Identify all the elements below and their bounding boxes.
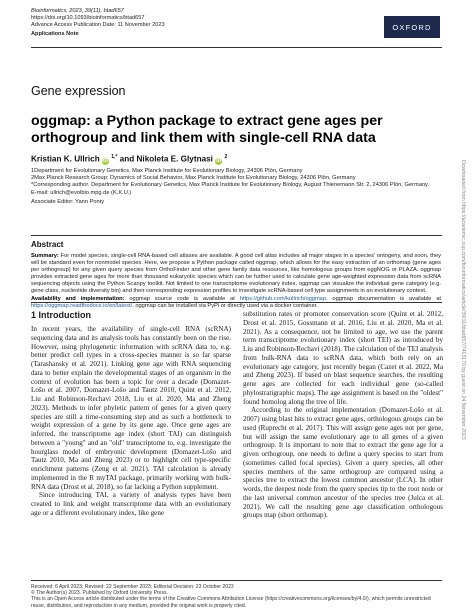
journal-header <box>31 8 331 38</box>
advance-access-date: Advance Access Publication Date: 11 November 2023 <box>31 22 165 29</box>
summary-text: For model species, single-cell RNA-based cell atlases are available. A good cell atlas includes all major stages in a species' ontogeny, and soon, they will be standard even for nonmodel species. Here, we propose a Python package called oggmap, which allows for the easy extraction of an orthomap (gene ages per orthogroup) for any given query species from OrthoFinder and other gene family data resources, like homologous groups from eggNOG or PLAZA. oggmap provides extracted gene ages for more than thousand eukaryotic species which can be further used to calculate gene age-weighted expression data from scRNA sequencing objects using the Python Scanpy toolkit. Not limited to one transcriptome evolutionary index, oggmap can visualize the individual gene category (e.g. gene class, nucleotide diversity bin) and their corresponding expression profiles to investigate scRNA-based cell type assignments in an evolutionary context. <box>31 253 441 294</box>
doi-link[interactable]: https://doi.org/10.1093/bioinformatics/btad657 <box>31 15 145 22</box>
page-footer <box>31 584 442 609</box>
author-joiner: and <box>119 154 135 164</box>
affiliation-line: 1Department for Evolutionary Genetics, Max Planck Institute for Evolutionary Biology, 24306 Plön, Germany <box>31 168 303 174</box>
article-type: Applications Note <box>31 30 79 37</box>
body-paragraph: Since introducing TAI, a variety of analysis types have been created to link and weight transcriptome data with an evolutionary age or a different evolutionary index, like gene <box>31 491 231 517</box>
footer-divider <box>31 580 442 581</box>
orcid-icon[interactable]: iD <box>102 157 108 164</box>
received-dates: Received: 6 April 2023; Revised: 22 September 2023; Editorial Decision: 23 October 2023 <box>31 584 234 590</box>
header-divider <box>31 47 442 48</box>
author-name[interactable]: Kristian K. Ullrich <box>31 154 100 164</box>
affiliations <box>31 168 441 206</box>
oxford-logo: OXFORD <box>384 16 440 38</box>
associate-editor: Associate Editor: Yann Ponty <box>31 198 105 205</box>
email-line[interactable]: E-mail: ullrich@evolbio.mpg.de (K.K.U.) <box>31 189 132 196</box>
author-marks: 2 <box>224 154 228 160</box>
abstract-availability <box>31 296 441 310</box>
paper-title: oggmap: a Python package to extract gene ages per orthogroup and link them with single-cell RNA data <box>31 113 383 146</box>
abstract-heading: Abstract <box>31 240 64 249</box>
github-link[interactable]: https://github.com/kullrich/oggmap <box>239 296 327 303</box>
docs-link[interactable]: https://oggmap.readthedocs.io/en/latest/ <box>31 303 133 310</box>
body-column-right <box>243 310 443 520</box>
affiliation-line: 2Max Planck Research Group: Dynamics of Social Behavior, Max Planck Institute for Evolutionary Biology, 24306 Plön, Germany <box>31 175 356 182</box>
body-divider <box>31 302 442 303</box>
body-paragraph: substitution rates or promoter conservation score (Quint et al. 2012, Drost et al. 2015, Gossmann et al. 2016, Liu et al. 2020, Ma et al. 2021). As a consequence, not be limited to age, we use the parent term transcriptome evolutionary index (short TEI) as introduced by Liu and Robinson-Rechavi (2018). The calculation of the TEI analysis from bulk-RNA data to scRNA data, which both rely on an evolutionary age category, just recently began (Cazet et al. 2022, Ma and Zheng 2023). If based on blast sequence searches, the resulting gene ages are collected for each individual gene (so-called phylostratigraphic maps). The age assignment is based on the "oldest" found homolog along the tree of life. <box>243 310 443 406</box>
download-note: Downloaded from https://academic.oup.com/bioinformatics/article/39/11/btad657/7413170 by guest on 24 November 2023 <box>460 160 466 440</box>
availability-text: oggmap source code is available at <box>129 296 235 303</box>
journal-citation: Bioinformatics, 2023, 39(11), btad657 <box>31 8 124 14</box>
corresponding-author: *Corresponding author. Department for Evolutionary Genetics, Max Planck Institute for Evolutionary Biology, August Thienemann Str. 2, 24306 Plön, Germany. <box>31 182 430 189</box>
abstract-summary <box>31 253 441 294</box>
section-heading: 1 Introduction <box>31 310 91 320</box>
license-text: This is an Open Access article distributed under the terms of the Creative Commons Attribution License (https://creativecommons.org/licenses/by/4.0/), which permits unrestricted reuse, distribution, and reproduction in any medium, provided the original work is properly cited. <box>31 596 431 609</box>
abstract-divider <box>31 235 442 236</box>
body-paragraph: According to the original implementation (Domazet-Lošo et al. 2007) using blast hits to extract gene ages, orthologous groups can be used (Ruprecht et al. 2017). This will assign gene ages not per gene, but will assign the same evolutionary age to all genes of a given orthogroup. It is important to note that to extract the gene age for a given orthogroup, one needs to define a query species to start from (sometimes called focal species). Given a query species, all other species members of the same orthogroup are compared using a species tree to extract the lowest common ancestor (LCA). In other words, the deepest node from the query species tip to the root node or the last universal common ancestor of the species tree (Julca et al. 2021). We call the resulting gene age classification orthologous groups map (short orthomap). <box>243 406 443 520</box>
download-watermark <box>458 160 468 590</box>
author-list <box>31 152 441 165</box>
body-paragraph: In recent years, the availability of single-cell RNA (scRNA) sequencing data and its analysis tools has constantly been on the rise. However, using phylogenetic information with scRNA data to, e.g. better predict cell types in a cross-species manner is so far sparse (Tarashansky et al. 2021). Linking gene age with RNA sequencing data to better explain the developmental stages of an organism in the context of evolution has been a topic for over a decade (Domazet-Lošo et al. 2007, Domazet-Lošo and Tautz 2010, Quint et al. 2012, Liu and Robinson-Rechavi 2018, Liu et al. 2020, Ma and Zheng 2023). Methods to infer phyletic pattern of genes for a given query species are still a time-consuming step and as such a bottleneck to weight expression of a gene by its gene age. Once gene ages are inferred, the transcriptome age index (short TAI) can distinguish between a "young" and an "old" transcriptome to, e.g. investigate the hourglass model of embryonic development (Domazet-Lošo and Tautz 2010, Ma and Zheng 2023) or to highlight cell type-specific enrichment patterns (Zeng et al. 2021). TAI calculation is already implemented in the R myTAI package, primarily working with bulk-RNA data (Drost et al. 2018), so far lacking a Python supplement. <box>31 325 231 491</box>
summary-label: Summary: <box>31 253 59 259</box>
section-label: Gene expression <box>31 84 126 98</box>
copyright: © The Author(s) 2023. Published by Oxford University Press. <box>31 590 169 597</box>
author-marks: 1,* <box>111 154 118 160</box>
body-column-left <box>31 310 231 518</box>
author-name[interactable]: Nikoleta E. Glytnasi <box>136 154 213 164</box>
orcid-icon[interactable]: iD <box>216 157 222 164</box>
availability-text: . oggmap can be installed via PyPi or directly used via a docker container. <box>132 303 318 310</box>
availability-text: . oggmap documentation is available at <box>326 296 441 303</box>
availability-label: Availability and implementation: <box>31 296 125 303</box>
